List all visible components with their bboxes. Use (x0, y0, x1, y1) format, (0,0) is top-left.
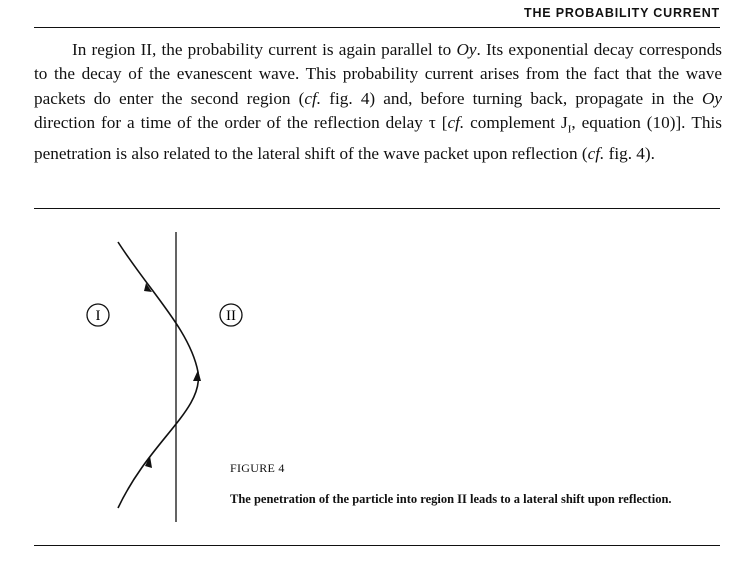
arrow-head-icon (193, 370, 201, 381)
cf-abbreviation: cf. (447, 113, 465, 133)
text-segment: direction for a time of the order of the reflection delay τ [ (34, 113, 448, 133)
text-segment: In region II, the probability current is again parallel to (72, 40, 457, 59)
region-2-label: II (226, 308, 236, 324)
cf-abbreviation: cf. (304, 88, 322, 108)
oy-symbol: Oy (456, 40, 477, 59)
text-segment: . Its exponential decay corresponds to the decay of the evanescent wave. This probability current arises from the fact that the wave packets do enter the second region ( (34, 40, 722, 108)
particle-trajectory (118, 242, 198, 508)
subscript: I (567, 123, 572, 136)
oy-symbol: Oy (701, 88, 722, 108)
cf-abbreviation: cf. (587, 144, 605, 164)
region-1-label: I (95, 308, 101, 324)
text-segment: fig. 4). (604, 144, 655, 164)
figure-bottom-rule (34, 545, 720, 546)
text-segment: , equation (10)]. This penetration is also related to the lateral shift of the wave packet upon reflection ( (34, 113, 722, 164)
text-segment: fig. 4) and, before turning back, propagate in the (321, 88, 702, 108)
text-segment: complement J (464, 113, 568, 133)
running-header: THE PROBABILITY CURRENT (524, 6, 720, 20)
figure-label: FIGURE 4 (230, 461, 285, 475)
figure-caption: The penetration of the particle into region II leads to a lateral shift upon reflection. (230, 492, 672, 506)
